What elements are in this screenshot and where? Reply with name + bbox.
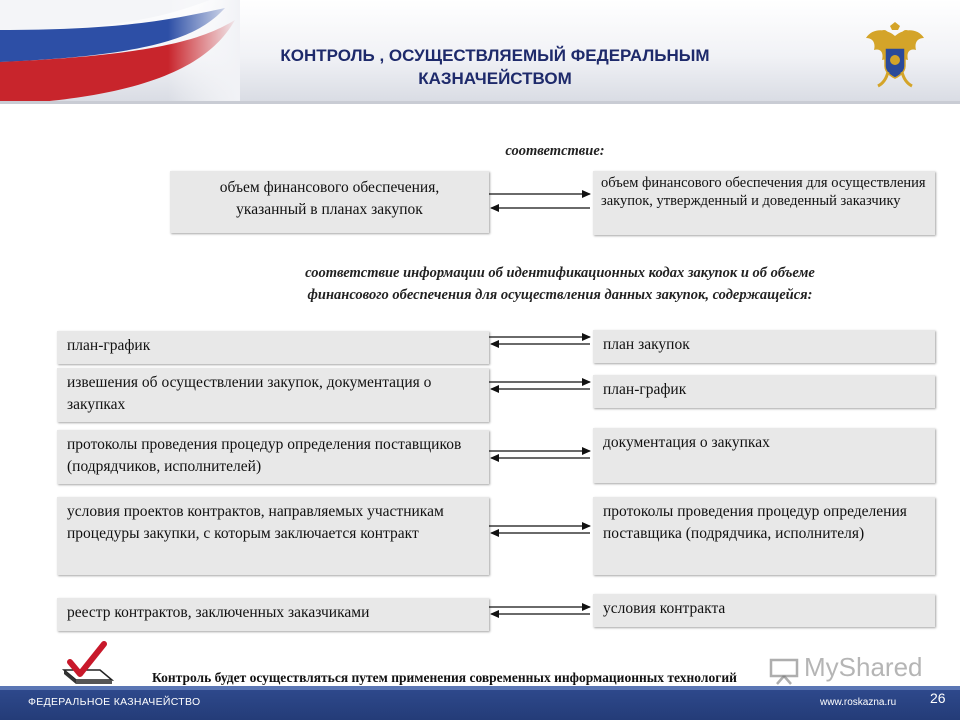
left-box-protocols: протоколы проведения процедур определения поставщиков (подрядчиков, исполнителей) [57,430,489,484]
section2-heading-line-1: соответствие информации об идентификационных кодах закупок и об объеме [305,265,815,281]
left-box-notices: извешения об осуществлении закупок, документация о закупках [57,368,489,422]
footer-website-link[interactable]: www.roskazna.ru [820,697,897,708]
section1-heading: соответствие: [505,143,605,159]
watermark-text: MyShared [804,652,923,682]
footer-organization: ФЕДЕРАЛЬНОЕ КАЗНАЧЕЙСТВО [28,696,201,708]
right-box-supplier-protocols: протоколы проведения процедур определения поставщика (подрядчика, исполнителя) [593,497,935,575]
section2-heading-line-2: финансового обеспечения для осуществления данных закупок, содержащейся: [307,287,813,303]
left-box-contract-registry: реестр контрактов, заключенных заказчиками [57,598,489,631]
planned-funding-line-1: объем финансового обеспечения, [219,179,440,196]
right-box-plan-schedule: план-график [593,375,935,408]
left-box-plan-schedule: план-график [57,331,489,364]
right-box-documentation: документация о закупках [593,428,935,483]
right-box-contract-terms: условия контракта [593,594,935,627]
checkmark-ballot-icon [60,640,116,690]
left-box-contract-drafts: условия проектов контрактов, направляемых участникам процедуры закупки, с которым заключается контракт [57,497,489,575]
footer-stripe [0,686,960,690]
page-number: 26 [930,690,946,706]
right-box-purchase-plan: план закупок [593,330,935,363]
title-line-1: КОНТРОЛЬ , ОСУЩЕСТВЛЯЕМЫЙ ФЕДЕРАЛЬНЫМ [280,46,710,65]
approved-funding-box: объем финансового обеспечения для осуществления закупок, утвержденный и доведенный заказчику [593,171,935,235]
presentation-board-icon [768,657,800,685]
title-line-2: КАЗНАЧЕЙСТВОМ [418,69,572,88]
bottom-note: Контроль будет осуществляться путем применения современных информационных технологий [152,670,737,685]
planned-funding-line-2: указанный в планах закупок [236,201,423,218]
